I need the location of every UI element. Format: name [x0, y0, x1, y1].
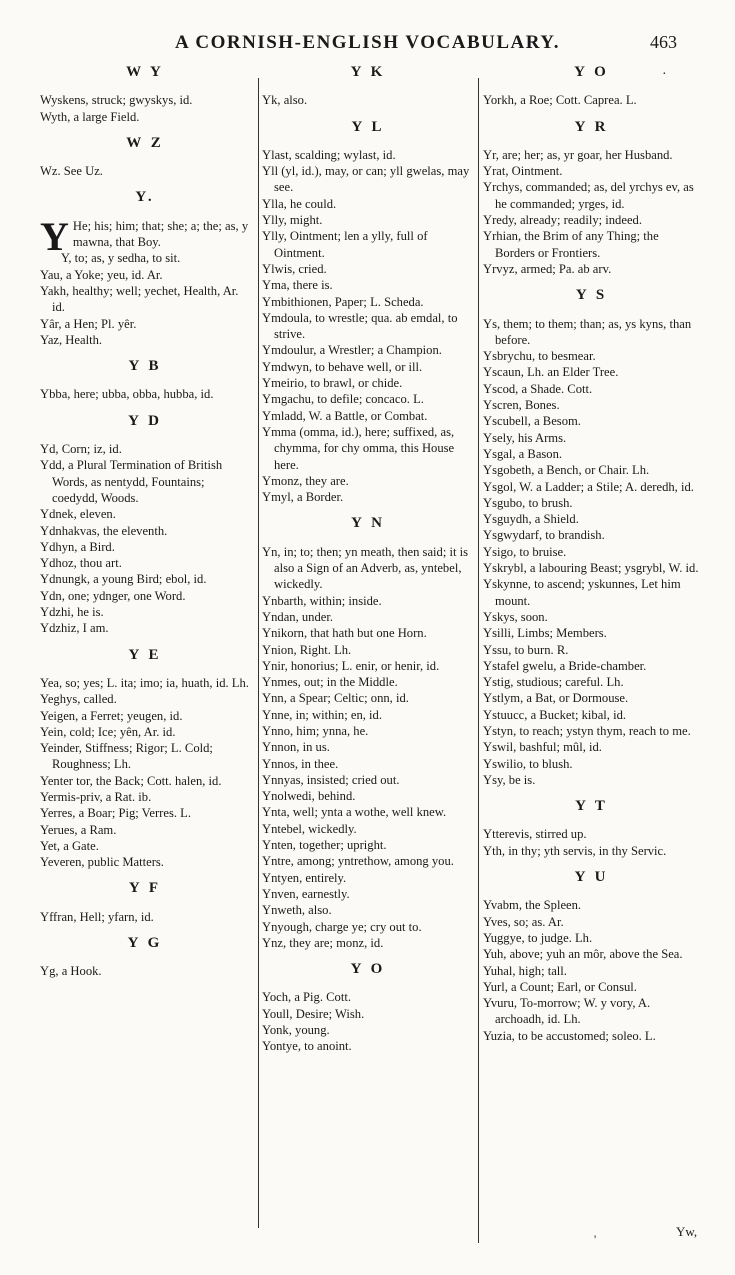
dictionary-entry: [483, 963, 700, 979]
entry-text: Ynnos, in thee.: [262, 756, 339, 771]
entry-text: Yvuru, To-morrow; W. y vory, A. archoadh, id. Lh.: [483, 996, 651, 1027]
dictionary-entry: [483, 674, 700, 690]
dictionary-entry: [40, 523, 250, 539]
dictionary-entry: [483, 1028, 700, 1044]
entry-text: Yeinder, Stiffness; Rigor; L. Cold; Roughness; Lh.: [40, 741, 213, 772]
dictionary-entry: [483, 690, 700, 706]
entry-text: Yscod, a Shade. Cott.: [483, 381, 593, 396]
dictionary-entry: [483, 946, 700, 962]
dictionary-entry: [40, 92, 250, 108]
dictionary-entry: [262, 804, 474, 820]
entry-text: Yll (yl, id.), may, or can; yll gwelas, may see.: [262, 164, 470, 195]
entry-text: Yntre, among; yntrethow, among you.: [262, 854, 454, 869]
entry-text: Yredy, already; readily; indeed.: [483, 213, 642, 228]
dictionary-entry: [40, 109, 250, 125]
printer-mark: ·: [662, 67, 667, 82]
dictionary-entry: [483, 544, 700, 560]
dictionary-entry: [40, 250, 250, 266]
dictionary-entry: [40, 283, 250, 316]
entry-text: Ydd, a Plural Termination of British Words, as nentydd, Fountains; coedydd, Woods.: [40, 458, 223, 505]
entry-text: Yscaun, Lh. an Elder Tree.: [483, 365, 619, 380]
column-1: [40, 62, 250, 980]
section-heading: Y O: [350, 961, 386, 978]
entry-text: Yscubell, a Besom.: [483, 414, 581, 429]
page-header: [0, 32, 735, 62]
entry-text: Yskrybl, a labouring Beast; ysgrybl, W. id.: [483, 561, 699, 576]
dictionary-entry: [483, 609, 700, 625]
entry-text: Yuh, above; yuh an môr, above the Sea.: [483, 947, 683, 962]
entry-text: Ys, them; to them; than; as, ys kyns, than before.: [483, 316, 692, 347]
entry-text: Ynbarth, within; inside.: [262, 593, 382, 608]
dictionary-entry: [40, 805, 250, 821]
column-3: [483, 62, 700, 1044]
entry-text: Yuzia, to be accustomed; soleo. L.: [483, 1028, 656, 1043]
dictionary-entry: [483, 560, 700, 576]
dictionary-entry: [262, 658, 474, 674]
dictionary-entry: [40, 386, 250, 402]
column-2: [262, 62, 474, 1055]
dictionary-entry: [483, 212, 700, 228]
dictionary-entry: [483, 843, 700, 859]
section-heading: Y K: [350, 64, 386, 80]
dictionary-entry: [483, 511, 700, 527]
entry-text: Ydnungk, a young Bird; ebol, id.: [40, 572, 207, 587]
dictionary-entry: [262, 935, 474, 951]
dictionary-entry: [483, 364, 700, 380]
dictionary-entry: [483, 625, 700, 641]
entry-text: Yves, so; as. Ar.: [483, 914, 564, 929]
entry-text: Ydzhiz, I am.: [40, 621, 109, 636]
dictionary-entry: [483, 739, 700, 755]
entry-text: Ysely, his Arms.: [483, 430, 567, 445]
entry-text: Ysilli, Limbs; Members.: [483, 626, 607, 641]
dictionary-columns: [40, 62, 700, 1242]
dictionary-entry: [262, 277, 474, 293]
dictionary-entry: [262, 489, 474, 505]
entry-text: Yea, so; yes; L. ita; imo; ia, huath, id. Lh.: [40, 675, 249, 690]
entry-text: Yerres, a Boar; Pig; Verres. L.: [40, 806, 191, 821]
dictionary-entry: [483, 527, 700, 543]
entry-text: Yeghys, called.: [40, 692, 117, 707]
dictionary-entry: [40, 724, 250, 740]
section-heading: Y G: [127, 935, 163, 952]
entry-text: Yd, Corn; iz, id.: [40, 442, 122, 457]
entry-text: Ydnek, eleven.: [40, 507, 116, 522]
entry-text: Yau, a Yoke; yeu, id. Ar.: [40, 267, 163, 282]
entry-text: Ynyough, charge ye; cry out to.: [262, 919, 422, 934]
entry-text: Ymdoulur, a Wrestler; a Champion.: [262, 343, 442, 358]
entry-text: Ytterevis, stirred up.: [483, 827, 587, 842]
entry-text: Ysgal, a Bason.: [483, 446, 563, 461]
column-rule: [478, 78, 479, 1243]
entry-text: Ylly, Ointment; len a ylly, full of Ointment.: [262, 229, 428, 260]
entry-text: Yrvyz, armed; Pa. ab arv.: [483, 261, 612, 276]
dictionary-entry: [483, 163, 700, 179]
dictionary-entry: [483, 930, 700, 946]
dictionary-entry: [40, 740, 250, 773]
dictionary-entry: [483, 348, 700, 364]
dictionary-entry: [40, 963, 250, 979]
entry-text: He; his; him; that; she; a; the; as, y mawna, that Boy.: [72, 218, 249, 250]
dictionary-entry: [40, 854, 250, 870]
dictionary-entry: [262, 342, 474, 358]
dictionary-entry: [262, 228, 474, 261]
dictionary-entry: [262, 1006, 474, 1022]
entry-text: Ynven, earnestly.: [262, 886, 350, 901]
entry-text: Wyskens, struck; gwyskys, id.: [40, 93, 193, 108]
dictionary-entry: [262, 853, 474, 869]
entry-text: Ymgachu, to defile; concaco. L.: [262, 392, 424, 407]
page-number: 463: [650, 32, 677, 52]
entry-text: Ynion, Right. Lh.: [262, 642, 352, 657]
entry-text: Yntebel, wickedly.: [262, 821, 357, 836]
dictionary-entry: [262, 902, 474, 918]
entry-text: Yndan, under.: [262, 609, 333, 624]
entry-text: Yerues, a Ram.: [40, 822, 117, 837]
dictionary-entry: [262, 473, 474, 489]
entry-text: Yrhian, the Brim of any Thing; the Borders or Frontiers.: [483, 229, 659, 260]
catchword: Yw,: [676, 1224, 698, 1239]
entry-text: Wyth, a large Field.: [40, 109, 140, 124]
dictionary-entry: [40, 332, 250, 348]
dictionary-entry: [483, 576, 700, 609]
entry-text: Ynno, him; ynna, he.: [262, 723, 369, 738]
dictionary-entry: [40, 441, 250, 457]
entry-text: Ysgwydarf, to brandish.: [483, 528, 605, 543]
entry-text: Ymdoula, to wrestle; qua. ab emdal, to strive.: [262, 310, 458, 342]
entry-text: Ylla, he could.: [262, 196, 337, 211]
dictionary-entry: [40, 708, 250, 724]
entry-text: Ydhoz, thou art.: [40, 556, 122, 571]
dictionary-entry: [483, 756, 700, 772]
dictionary-entry: [483, 979, 700, 995]
entry-text: Ysgubo, to brush.: [483, 495, 573, 510]
entry-text: Ymma (omma, id.), here; suffixed, as, chymma, for chy omma, this House here.: [262, 424, 455, 472]
entry-text: Yskys, soon.: [483, 609, 548, 624]
entry-text: Ynnyas, insisted; cried out.: [262, 772, 400, 787]
entry-text: Yrat, Ointment.: [483, 164, 563, 179]
dictionary-entry: [262, 196, 474, 212]
running-title: A CORNISH-ENGLISH VOCABULARY.: [174, 32, 561, 53]
entry-text: Ystlym, a Bat, or Dormouse.: [483, 691, 629, 706]
entry-text: Wz. See Uz.: [40, 164, 103, 179]
entry-text: Ystafel gwelu, a Bride-chamber.: [483, 658, 647, 673]
entry-text: Yermis-priv, a Rat. ib.: [40, 789, 152, 804]
dictionary-entry: [483, 446, 700, 462]
entry-text: Yrchys, commanded; as, del yrchys ev, as he commanded; yrges, id.: [483, 180, 694, 211]
entry-text: Yma, there is.: [262, 278, 333, 293]
entry-text: Yffran, Hell; yfarn, id.: [40, 909, 154, 924]
dictionary-entry: [262, 642, 474, 658]
dictionary-entry: [483, 995, 700, 1028]
dictionary-entry: [483, 707, 700, 723]
dictionary-entry: [262, 424, 474, 473]
dictionary-entry: [483, 381, 700, 397]
dictionary-entry: [262, 919, 474, 935]
entry-text: Yssu, to burn. R.: [483, 642, 569, 657]
entry-text: Ynta, well; ynta a wothe, well knew.: [262, 805, 447, 820]
dictionary-entry: [40, 316, 250, 332]
entry-text: Yth, in thy; yth servis, in thy Servic.: [483, 843, 667, 858]
dictionary-entry: [262, 739, 474, 755]
entry-text: Ybba, here; ubba, obba, hubba, id.: [40, 387, 214, 402]
entry-text: Ydn, one; ydnger, one Word.: [40, 588, 186, 603]
dictionary-entry: [262, 212, 474, 228]
entry-text: Yâr, a Hen; Pl. yêr.: [40, 316, 137, 331]
dictionary-entry: [40, 691, 250, 707]
entry-text: Youll, Desire; Wish.: [262, 1006, 365, 1021]
entry-text: Yk, also.: [262, 93, 308, 108]
entry-text: Yskynne, to ascend; yskunnes, Let him mount.: [483, 577, 681, 608]
section-heading: Y U: [574, 869, 609, 886]
entry-text: Yorkh, a Roe; Cott. Caprea. L.: [483, 93, 637, 108]
dictionary-entry: [40, 539, 250, 555]
entry-text: Yoch, a Pig. Cott.: [262, 990, 351, 1005]
dictionary-entry: [262, 310, 474, 343]
entry-text: Ynne, in; within; en, id.: [262, 707, 382, 722]
printer-mark: ': [594, 1232, 597, 1246]
dictionary-entry: [40, 789, 250, 805]
section-heading: Y O: [574, 64, 609, 80]
dictionary-entry: [40, 604, 250, 620]
dictionary-entry: [262, 886, 474, 902]
entry-text: Ymladd, W. a Battle, or Combat.: [262, 408, 428, 423]
dictionary-entry: [483, 430, 700, 446]
section-heading: Y R: [574, 118, 609, 135]
entry-text: Ymdwyn, to behave well, or ill.: [262, 359, 423, 374]
dictionary-entry: [483, 772, 700, 788]
entry-text: Yn, in; to; then; yn meath, then said; it is also a Sign of an Adverb, as, yntebel, wickedly.: [262, 544, 469, 592]
dictionary-entry: [262, 609, 474, 625]
dictionary-entry: [40, 267, 250, 283]
entry-text: Y, to; as, y sedha, to sit.: [60, 251, 181, 266]
dictionary-entry: [483, 92, 700, 108]
section-heading: Y F: [128, 880, 162, 897]
dictionary-entry: [483, 897, 700, 913]
dictionary-entry: [262, 375, 474, 391]
entry-text: Yg, a Hook.: [40, 964, 102, 979]
dictionary-entry: [262, 544, 474, 593]
dictionary-entry: [262, 163, 474, 196]
dictionary-entry: [262, 261, 474, 277]
entry-text: Yein, cold; Ice; yên, Ar. id.: [40, 724, 176, 739]
entry-text: Ysy, be is.: [483, 772, 536, 787]
entry-text: Ynweth, also.: [262, 903, 332, 918]
section-heading: Y B: [128, 358, 162, 375]
entry-text: Ystuucc, a Bucket; kibal, id.: [483, 707, 627, 722]
dictionary-entry: [262, 391, 474, 407]
column-rule: [258, 78, 259, 1228]
dictionary-entry: [262, 756, 474, 772]
entry-text: Ysbrychu, to besmear.: [483, 349, 596, 364]
dictionary-entry: [40, 163, 250, 179]
entry-text: Yet, a Gate.: [40, 838, 99, 853]
entry-text: Ynir, honorius; L. enir, or henir, id.: [262, 658, 440, 673]
entry-text: Yvabm, the Spleen.: [483, 898, 582, 913]
entry-text: Yakh, healthy; well; yechet, Health, Ar. id.: [40, 283, 239, 315]
entry-text: Yaz, Health.: [40, 332, 103, 347]
dictionary-entry: [40, 773, 250, 789]
section-heading: Y D: [128, 412, 162, 429]
entry-text: Ynz, they are; monz, id.: [262, 935, 384, 950]
dictionary-entry: [262, 1038, 474, 1054]
entry-text: Ymbithionen, Paper; L. Scheda.: [262, 294, 424, 309]
entry-text: Yswilio, to blush.: [483, 756, 573, 771]
dictionary-entry: [262, 821, 474, 837]
entry-text: Yr, are; her; as, yr goar, her Husband.: [483, 147, 673, 162]
dictionary-entry: [262, 147, 474, 163]
entry-text: Yurl, a Count; Earl, or Consul.: [483, 979, 637, 994]
section-heading: Y N: [351, 515, 385, 532]
dictionary-entry: [483, 642, 700, 658]
drop-cap: Y: [40, 213, 69, 259]
entry-text: Ylly, might.: [262, 213, 323, 228]
entry-text: Yontye, to anoint.: [262, 1039, 352, 1054]
dictionary-entry: [483, 658, 700, 674]
entry-text: Ynmes, out; in the Middle.: [262, 675, 398, 690]
dictionary-entry: [483, 826, 700, 842]
section-heading: Y S: [575, 287, 608, 304]
entry-text: Ysguydh, a Shield.: [483, 512, 579, 527]
dictionary-entry: [40, 909, 250, 925]
dictionary-entry: [262, 593, 474, 609]
dictionary-entry: [262, 1022, 474, 1038]
dictionary-entry: [40, 506, 250, 522]
entry-text: Yswil, bashful; mûl, id.: [483, 740, 602, 755]
entry-text: Ydnhakvas, the eleventh.: [40, 523, 168, 538]
entry-text: Yuhal, high; tall.: [483, 963, 567, 978]
entry-text: Yscren, Bones.: [483, 398, 560, 413]
dictionary-entry: [483, 495, 700, 511]
dictionary-entry: [483, 479, 700, 495]
dictionary-entry: [262, 707, 474, 723]
dictionary-entry: [262, 870, 474, 886]
entry-text: Ynolwedi, behind.: [262, 789, 356, 804]
entry-text: Yenter tor, the Back; Cott. halen, id.: [40, 773, 222, 788]
dictionary-entry: [262, 989, 474, 1005]
section-heading: W Y: [126, 64, 164, 80]
entry-text: Ynnon, in us.: [262, 740, 330, 755]
entry-text: Ystyn, to reach; ystyn thym, reach to me.: [483, 723, 691, 738]
dictionary-entry: [40, 588, 250, 604]
entry-text: Yeigen, a Ferret; yeugen, id.: [40, 708, 183, 723]
dictionary-entry: [262, 772, 474, 788]
entry-text: Ydzhi, he is.: [40, 605, 104, 620]
entry-text: Ynikorn, that hath but one Horn.: [262, 626, 427, 641]
entry-text: Yeveren, public Matters.: [40, 855, 164, 870]
dictionary-entry: [483, 413, 700, 429]
dictionary-entry: [40, 620, 250, 636]
entry-text: Ynten, together; upright.: [262, 838, 387, 853]
section-heading: Y T: [575, 798, 608, 815]
dictionary-entry: [483, 723, 700, 739]
dictionary-entry: [483, 228, 700, 261]
dictionary-entry: [40, 457, 250, 506]
dictionary-entry: [40, 838, 250, 854]
entry-text: Ymonz, they are.: [262, 473, 349, 488]
dictionary-entry: [262, 92, 474, 108]
section-heading: Y L: [351, 118, 385, 135]
entry-text: Ylwis, cried.: [262, 261, 327, 276]
dictionary-entry: [262, 723, 474, 739]
entry-text: Ysgol, W. a Ladder; a Stile; A. deredh, id.: [483, 479, 694, 494]
dictionary-entry: [262, 625, 474, 641]
entry-text: Ydhyn, a Bird.: [40, 539, 115, 554]
dictionary-entry: [483, 261, 700, 277]
dictionary-entry: [262, 788, 474, 804]
entry-text: Yntyen, entirely.: [262, 870, 347, 885]
dictionary-entry: [40, 571, 250, 587]
entry-text: Yuggye, to judge. Lh.: [483, 930, 593, 945]
dictionary-entry: [262, 837, 474, 853]
section-heading: Y E: [128, 646, 162, 663]
section-heading: Y.: [135, 189, 155, 206]
entry-text: Ystig, studious; careful. Lh.: [483, 675, 624, 690]
dictionary-entry: [40, 675, 250, 691]
dictionary-entry: [483, 147, 700, 163]
dictionary-entry: [483, 914, 700, 930]
entry-text: Ysgobeth, a Bench, or Chair. Lh.: [483, 463, 650, 478]
dictionary-entry: [262, 690, 474, 706]
dictionary-entry: [40, 822, 250, 838]
dictionary-entry: [483, 316, 700, 349]
dictionary-entry: [40, 555, 250, 571]
entry-text: Ysigo, to bruise.: [483, 544, 567, 559]
entry-text: Ylast, scalding; wylast, id.: [262, 147, 396, 162]
dictionary-entry: [483, 462, 700, 478]
dictionary-entry: [483, 179, 700, 212]
entry-text: Ynn, a Spear; Celtic; onn, id.: [262, 691, 409, 706]
entry-text: Ymeirio, to brawl, or chide.: [262, 376, 403, 391]
dictionary-entry: [262, 359, 474, 375]
dictionary-entry: [483, 397, 700, 413]
dictionary-entry: [262, 294, 474, 310]
entry-text: Yonk, young.: [262, 1023, 330, 1038]
dictionary-entry: [262, 408, 474, 424]
section-heading: W Z: [126, 134, 164, 151]
dictionary-entry: [262, 674, 474, 690]
entry-text: Ymyl, a Border.: [262, 490, 344, 505]
